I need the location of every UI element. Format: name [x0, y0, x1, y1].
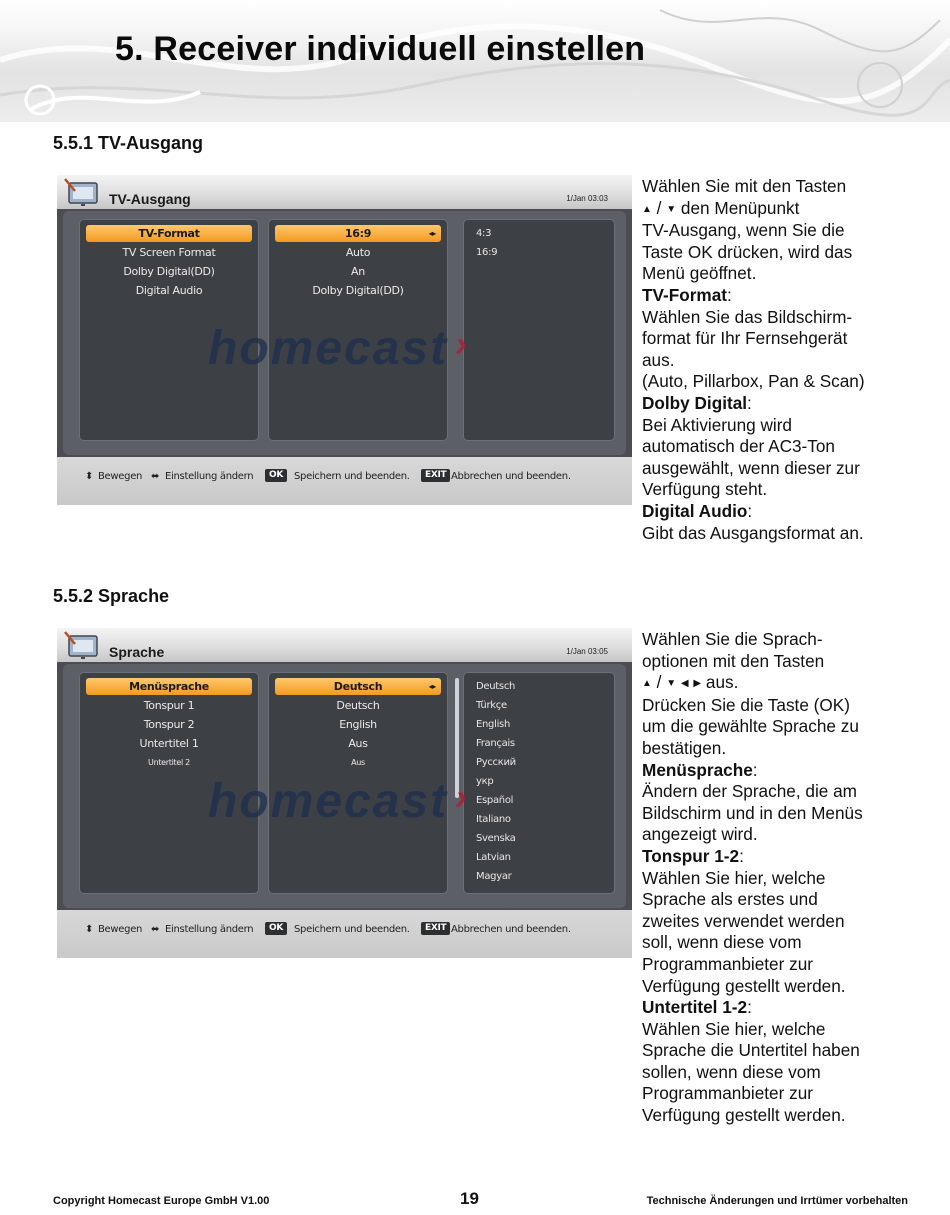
desc-line: Sprache als erstes und — [642, 889, 818, 910]
watermark-x-mark: › — [455, 776, 467, 817]
left-right-arrows-icon: ⬌ — [151, 924, 160, 935]
desc-heading-text: Digital Audio — [642, 500, 748, 521]
footer-disclaimer: Technische Änderungen und Irrtümer vorbehalten — [646, 1195, 908, 1207]
help-change: Einstellung ändern — [165, 924, 254, 935]
up-arrow-icon: ▲ — [642, 203, 652, 215]
option-item[interactable]: 4:3 — [476, 228, 492, 239]
option-item[interactable]: Latvian — [476, 852, 511, 863]
menu-item-subtitle-2[interactable]: Untertitel 2 — [148, 758, 190, 767]
tv-output-description — [642, 176, 942, 544]
watermark-text: homecast — [208, 322, 449, 375]
up-down-arrows-icon: ⬍ — [85, 924, 94, 935]
watermark-x-mark: › — [455, 323, 467, 364]
desc-line: ausgewählt, wenn dieser zur — [642, 457, 860, 478]
help-ok: Speichern und beenden. — [294, 471, 410, 482]
desc-heading: Menüsprache: — [642, 759, 758, 780]
desc-line: Bildschirm und in den Menüs — [642, 802, 863, 823]
menu-item-menu-language[interactable]: Menüsprache — [86, 678, 252, 695]
desc-line: Wählen Sie die Sprach- — [642, 629, 823, 649]
left-right-arrows-icon: ◂▸ — [428, 682, 436, 691]
help-move: Bewegen — [98, 471, 143, 482]
desc-heading: TV-Format: — [642, 284, 732, 305]
menu-item-tv-screen-format[interactable]: TV Screen Format — [122, 246, 216, 259]
desc-line: aus. — [642, 349, 675, 370]
help-exit: Abbrechen und beenden. — [451, 471, 571, 482]
option-item[interactable]: Türkçe — [476, 700, 507, 711]
menu-item-audio-track-2[interactable]: Tonspur 2 — [143, 718, 195, 731]
desc-line: sollen, wenn diese vom — [642, 1061, 821, 1082]
help-ok: Speichern und beenden. — [294, 924, 410, 935]
menu-item-subtitle-1[interactable]: Untertitel 1 — [139, 737, 199, 750]
homecast-watermark-logo — [208, 774, 448, 829]
desc-heading-text: Tonspur 1-2 — [642, 845, 740, 866]
footer-copyright: Copyright Homecast Europe GmbH V1.00 — [53, 1195, 270, 1207]
stb-clock: 1/Jan 03:03 — [566, 194, 608, 203]
value-subtitle-1[interactable]: Aus — [348, 737, 368, 750]
up-arrow-icon: ▲ — [642, 678, 652, 690]
left-right-arrows-icon: ◂▸ — [428, 229, 436, 238]
up-down-arrows-icon: ⬍ — [85, 471, 94, 482]
desc-line: Wählen Sie das Bildschirm- — [642, 306, 853, 327]
value-audio-track-2[interactable]: English — [339, 718, 377, 731]
desc-line: optionen mit den Tasten — [642, 650, 825, 671]
down-arrow-icon: ▼ — [666, 203, 677, 215]
help-change: Einstellung ändern — [165, 471, 254, 482]
stb-screen-title: Sprache — [109, 644, 165, 660]
desc-line: Wählen Sie mit den Tasten — [642, 176, 847, 196]
option-item[interactable]: Magyar — [476, 871, 512, 882]
exit-key-badge: EXIT — [421, 922, 450, 935]
stb-footer-help — [57, 910, 632, 958]
value-digital-audio[interactable]: Dolby Digital(DD) — [312, 284, 404, 297]
value-audio-track-1[interactable]: Deutsch — [336, 699, 380, 712]
desc-heading-text: Dolby Digital — [642, 392, 748, 413]
desc-heading: Digital Audio: — [642, 500, 753, 521]
desc-line: Taste OK drücken, wird das — [642, 241, 853, 262]
value-text: 16:9 — [344, 227, 372, 240]
option-item[interactable]: укр — [476, 776, 494, 787]
page-number: 19 — [460, 1189, 479, 1208]
desc-line: Ändern der Sprache, die am — [642, 781, 857, 802]
desc-text: den Menüpunkt — [680, 197, 800, 218]
value-tv-format[interactable] — [275, 225, 441, 242]
left-right-arrows-icon: ⬌ — [151, 471, 160, 482]
desc-heading: Tonspur 1-2: — [642, 845, 744, 866]
desc-line: Wählen Sie hier, welche — [642, 1018, 826, 1039]
value-tv-screen-format[interactable]: Auto — [345, 246, 371, 259]
options-panel — [463, 672, 615, 894]
desc-line: bestätigen. — [642, 737, 727, 758]
desc-line: Programmanbieter zur — [642, 1083, 813, 1104]
desc-line: format für Ihr Fernsehgerät — [642, 328, 848, 349]
menu-item-audio-track-1[interactable]: Tonspur 1 — [143, 699, 195, 712]
desc-line: Drücken Sie die Taste (OK) — [642, 694, 850, 715]
desc-heading: Dolby Digital: — [642, 392, 752, 413]
stb-body — [63, 211, 626, 455]
language-description — [642, 629, 942, 1127]
option-item[interactable]: Русский — [476, 757, 516, 768]
desc-line: um die gewählte Sprache zu — [642, 716, 859, 737]
right-arrow-icon: ▶ — [693, 678, 702, 690]
watermark-text: homecast — [208, 775, 449, 828]
desc-line: Verfügung steht. — [642, 479, 768, 500]
option-item[interactable]: Svenska — [476, 833, 516, 844]
stb-title-bar — [57, 628, 632, 662]
desc-heading-text: Untertitel 1-2 — [642, 997, 748, 1018]
desc-line: Gibt das Ausgangsformat an. — [642, 522, 864, 543]
desc-line: TV-Ausgang, wenn Sie die — [642, 220, 845, 241]
stb-screen-title: TV-Ausgang — [109, 191, 191, 207]
value-text: Deutsch — [333, 680, 383, 693]
desc-text: aus. — [705, 672, 739, 693]
option-item[interactable]: Italiano — [476, 814, 511, 825]
header-band — [0, 0, 950, 122]
options-panel — [463, 219, 615, 441]
homecast-watermark-logo — [208, 321, 448, 376]
option-item[interactable]: Español — [476, 795, 514, 806]
value-subtitle-2[interactable]: Aus — [351, 758, 365, 767]
desc-line: ▲ / ▼ den Menüpunkt — [642, 197, 800, 218]
ok-key-badge: OK — [265, 469, 287, 482]
desc-line: ▲ / ▼ ◀ ▶ aus. — [642, 672, 739, 693]
desc-line: Verfügung gestellt werden. — [642, 1105, 846, 1126]
desc-line: soll, wenn diese vom — [642, 932, 802, 953]
stb-title-bar — [57, 175, 632, 209]
desc-line: angezeigt wird. — [642, 824, 758, 845]
help-move: Bewegen — [98, 924, 143, 935]
desc-heading: Untertitel 1-2: — [642, 997, 752, 1018]
tv-output-screenshot — [57, 175, 632, 505]
help-exit: Abbrechen und beenden. — [451, 924, 571, 935]
option-item[interactable]: 16:9 — [476, 247, 498, 258]
option-item[interactable]: Français — [476, 738, 515, 749]
stb-clock: 1/Jan 03:05 — [566, 647, 608, 656]
desc-heading-text: TV-Format — [642, 284, 727, 305]
value-dolby-digital[interactable]: An — [351, 265, 365, 278]
desc-line: Bei Aktivierung wird — [642, 414, 792, 435]
menu-item-dolby-digital[interactable]: Dolby Digital(DD) — [123, 265, 215, 278]
section-heading-language: 5.5.2 Sprache — [53, 586, 170, 606]
desc-line: Wählen Sie hier, welche — [642, 867, 826, 888]
desc-line: zweites verwendet werden — [642, 910, 845, 931]
desc-line: Sprache die Untertitel haben — [642, 1040, 860, 1061]
left-arrow-icon: ◀ — [680, 678, 689, 690]
menu-item-digital-audio[interactable]: Digital Audio — [135, 284, 203, 297]
stb-body — [63, 664, 626, 908]
language-screenshot — [57, 628, 632, 958]
stb-footer-help — [57, 457, 632, 505]
desc-line: (Auto, Pillarbox, Pan & Scan) — [642, 371, 865, 392]
ok-key-badge: OK — [265, 922, 287, 935]
desc-line: automatisch der AC3-Ton — [642, 436, 835, 457]
tv-icon — [61, 177, 103, 209]
tv-icon — [61, 630, 103, 662]
exit-key-badge: EXIT — [421, 469, 450, 482]
option-item[interactable]: English — [476, 719, 511, 730]
desc-line: Menü geöffnet. — [642, 263, 757, 284]
down-arrow-icon: ▼ — [666, 678, 677, 690]
chapter-title: 5. Receiver individuell einstellen — [115, 30, 646, 68]
desc-line: Programmanbieter zur — [642, 953, 813, 974]
desc-line: Verfügung gestellt werden. — [642, 975, 846, 996]
menu-item-tv-format[interactable]: TV-Format — [86, 225, 252, 242]
desc-heading-text: Menüsprache — [642, 759, 753, 780]
value-menu-language[interactable] — [275, 678, 441, 695]
section-heading-tv-output: 5.5.1 TV-Ausgang — [53, 133, 204, 153]
option-item[interactable]: Deutsch — [476, 681, 516, 692]
